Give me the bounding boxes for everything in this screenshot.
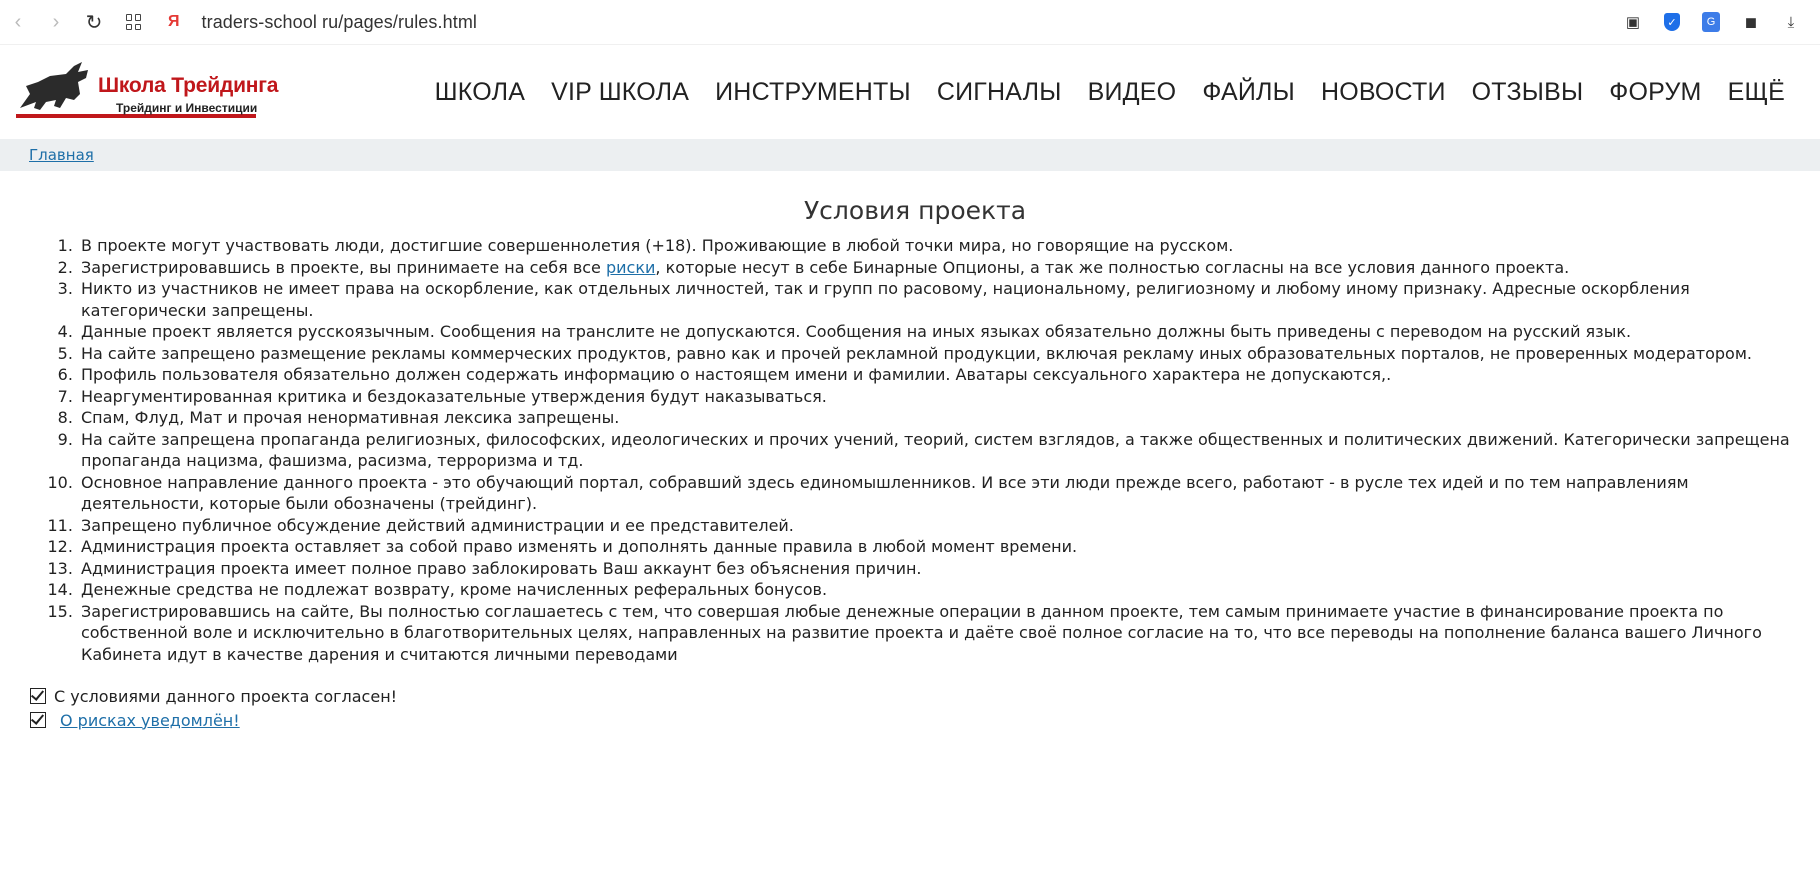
rule-item: [78, 343, 1790, 365]
nav-item-8[interactable]: ФОРУМ: [1609, 77, 1702, 106]
rule-item: [78, 558, 1790, 580]
yandex-icon: Я: [168, 13, 180, 30]
agree-terms-label: С условиями данного проекта согласен!: [54, 686, 398, 706]
rule-item: [78, 257, 1790, 279]
nav-item-7[interactable]: ОТЗЫВЫ: [1471, 77, 1584, 106]
breadcrumb-home-link[interactable]: Главная: [29, 146, 94, 164]
rule-item: [78, 472, 1790, 515]
rule-text: Зарегистрировавшись в проекте, вы принимаете на себя все: [81, 257, 606, 277]
nav-item-1[interactable]: VIP ШКОЛА: [551, 77, 690, 106]
rule-text: Основное направление данного проекта - это обучающий портал, собравший здесь единомышленников. И все эти люди прежде всего, работают - в русле тех идей и по тем направлениям деятельности, которые были обозначены (трейдинг).: [81, 472, 1689, 513]
rule-text: В проекте могут участвовать люди, достигшие совершеннолетия (+18). Проживающие в любой точки мира, но говорящие на русском.: [81, 236, 1234, 255]
rule-text: На сайте запрещена пропаганда религиозных, философских, идеологических и прочих учений, теорий, систем взглядов, а также общественных и политических движений. Категорически запрещена пропаганда нацизма, фашизма, расизма, терроризма и тд.: [81, 429, 1790, 470]
back-icon[interactable]: ‹: [14, 10, 22, 33]
rule-item: [78, 364, 1790, 386]
rule-text: Данные проект является русскоязычным. Сообщения на транслите не допускаются. Сообщения на иных языках обязательно должны быть приведены с переводом на русский язык.: [81, 322, 1632, 341]
cube-icon[interactable]: ◼: [1744, 14, 1758, 31]
rule-item: [78, 601, 1790, 666]
rule-item: [78, 235, 1790, 257]
protect-shield-icon[interactable]: ✓: [1664, 13, 1680, 31]
browser-actions: [1624, 12, 1820, 32]
rule-text: Администрация проекта оставляет за собой право изменять и дополнять данные правила в любой момент времени.: [81, 537, 1078, 556]
rule-text: Спам, Флуд, Мат и прочая ненормативная лексика запрещены.: [81, 408, 620, 427]
agreement-section: [40, 684, 1790, 732]
tabs-grid-icon[interactable]: [126, 14, 142, 30]
agree-risks-checkbox[interactable]: [30, 712, 46, 728]
nav-item-6[interactable]: НОВОСТИ: [1320, 77, 1446, 106]
nav-item-3[interactable]: СИГНАЛЫ: [936, 77, 1062, 106]
rule-item: [78, 278, 1790, 321]
main-content: [0, 196, 1820, 732]
site-logo[interactable]: [16, 56, 279, 128]
nav-item-4[interactable]: ВИДЕО: [1087, 77, 1177, 106]
nav-item-2[interactable]: ИНСТРУМЕНТЫ: [715, 77, 911, 106]
camera-icon[interactable]: ▣: [1625, 14, 1641, 31]
agree-terms-checkbox[interactable]: [30, 688, 46, 704]
rule-text: На сайте запрещено размещение рекламы коммерческих продуктов, равно как и прочей рекламной продукции, включая рекламу иных образовательных порталов, не проверенных модератором.: [81, 343, 1752, 363]
agree-risks-link[interactable]: О рисках уведомлён!: [60, 710, 240, 730]
rule-text: Зарегистрировавшись на сайте, Вы полностью соглашаетесь с тем, что совершая любые денежные операции в данном проекте, тем самым принимаете участие в финансирование проекта по собственной воле и исключительно в благотворительных целях, направленных на развитие проекта и даёте своё полное согласие на то, что все переводы на пополнение баланса вашего Личного Кабинета идут в качестве дарения и считаются личными переводами: [81, 601, 1762, 664]
rule-text: Профиль пользователя обязательно должен содержать информацию о настоящем имени и фамилии. Аватары сексуального характера не допускаются,.: [81, 365, 1392, 384]
nav-item-0[interactable]: ШКОЛА: [434, 77, 526, 106]
rules-list: [40, 235, 1790, 665]
agree-terms-row: [30, 684, 1790, 708]
rule-item: [78, 536, 1790, 558]
translate-icon[interactable]: G: [1702, 12, 1720, 32]
nav-item-5[interactable]: ФАЙЛЫ: [1202, 77, 1295, 106]
page-title: Условия проекта: [803, 196, 1027, 225]
rule-item: [78, 321, 1790, 343]
reload-icon[interactable]: ↻: [85, 11, 103, 34]
logo-title: Школа Трейдинга: [98, 74, 279, 97]
logo-subtitle: Трейдинг и Инвестиции: [116, 101, 258, 115]
rule-text: Неаргументированная критика и бездоказательные утверждения будут наказываться.: [81, 386, 827, 406]
rule-text: , которые несут в себе Бинарные Опционы, а так же полностью согласны на все условия данного проекта.: [655, 257, 1570, 277]
breadcrumb: [0, 139, 1820, 171]
risks-link[interactable]: риски: [605, 257, 656, 277]
download-icon[interactable]: ⤓: [1787, 13, 1795, 31]
rule-item: [78, 515, 1790, 537]
browser-toolbar: [0, 0, 1820, 45]
rule-text: Администрация проекта имеет полное право заблокировать Ваш аккаунт без объяснения причин.: [81, 558, 922, 578]
forward-icon[interactable]: ›: [52, 10, 60, 33]
rule-item: [78, 429, 1790, 472]
nav-item-9[interactable]: ЕЩЁ: [1727, 77, 1785, 106]
rule-item: [78, 386, 1790, 408]
rule-text: Никто из участников не имеет права на оскорбление, как отдельных личностей, так и групп по расовому, национальному, религиозному и любому иному признаку. Адресные оскорбления категорически запрещены.: [81, 279, 1690, 320]
site-header: [0, 45, 1820, 139]
address-bar[interactable]: traders-school ru/pages/rules.html: [201, 11, 478, 32]
rule-item: [78, 579, 1790, 601]
rule-text: Денежные средства не подлежат возврату, кроме начисленных реферальных бонусов.: [81, 580, 828, 599]
agree-risks-row: [30, 708, 1790, 732]
rule-text: Запрещено публичное обсуждение действий администрации и ее представителей.: [81, 515, 794, 535]
main-nav: [422, 78, 1798, 107]
rule-item: [78, 407, 1790, 429]
browser-nav-buttons: [0, 10, 142, 35]
